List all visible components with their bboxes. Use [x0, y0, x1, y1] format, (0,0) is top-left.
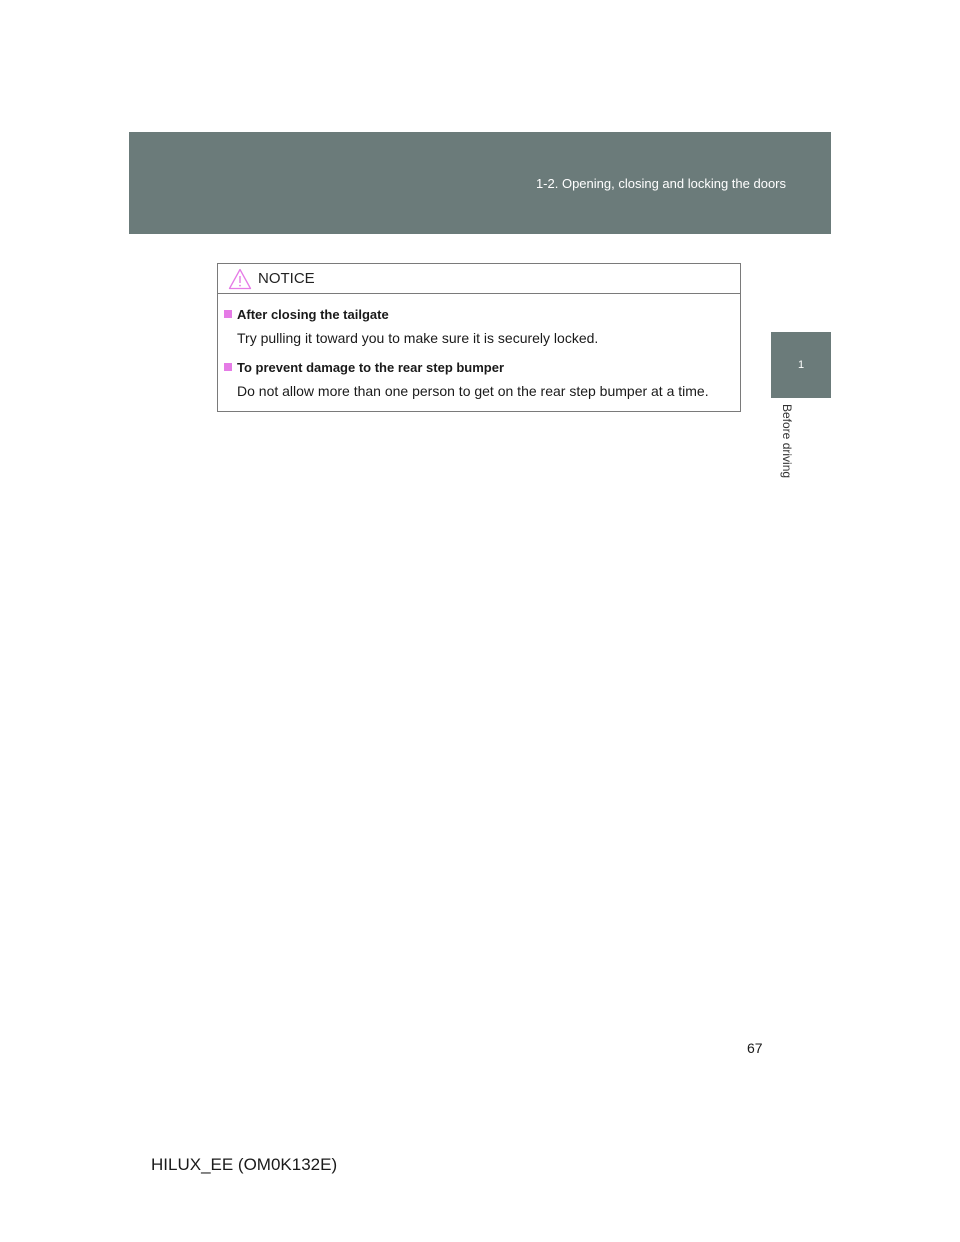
square-bullet-icon	[224, 310, 232, 318]
chapter-name: Before driving	[780, 404, 794, 479]
chapter-number: 1	[797, 359, 805, 371]
notice-item-heading	[224, 305, 740, 323]
notice-item-text: Try pulling it toward you to make sure it is securely locked.	[237, 330, 599, 346]
notice-title: NOTICE	[258, 270, 315, 287]
page-number: 67	[747, 1040, 763, 1056]
notice-body	[218, 294, 740, 399]
manual-code: HILUX_EE (OM0K132E)	[151, 1155, 338, 1174]
header-band	[129, 132, 831, 234]
section-title: 1-2. Opening, closing and locking the doors	[535, 176, 786, 191]
notice-header	[218, 264, 740, 294]
chapter-tab	[771, 332, 831, 398]
square-bullet-icon	[224, 363, 232, 371]
warning-triangle-icon	[228, 268, 252, 290]
notice-item-heading	[224, 358, 740, 376]
notice-box	[217, 263, 741, 412]
notice-item-heading-text: To prevent damage to the rear step bumper	[237, 359, 505, 375]
notice-item-text: Do not allow more than one person to get on the rear step bumper at a time.	[237, 383, 709, 399]
notice-item-heading-text: After closing the tailgate	[237, 306, 389, 322]
